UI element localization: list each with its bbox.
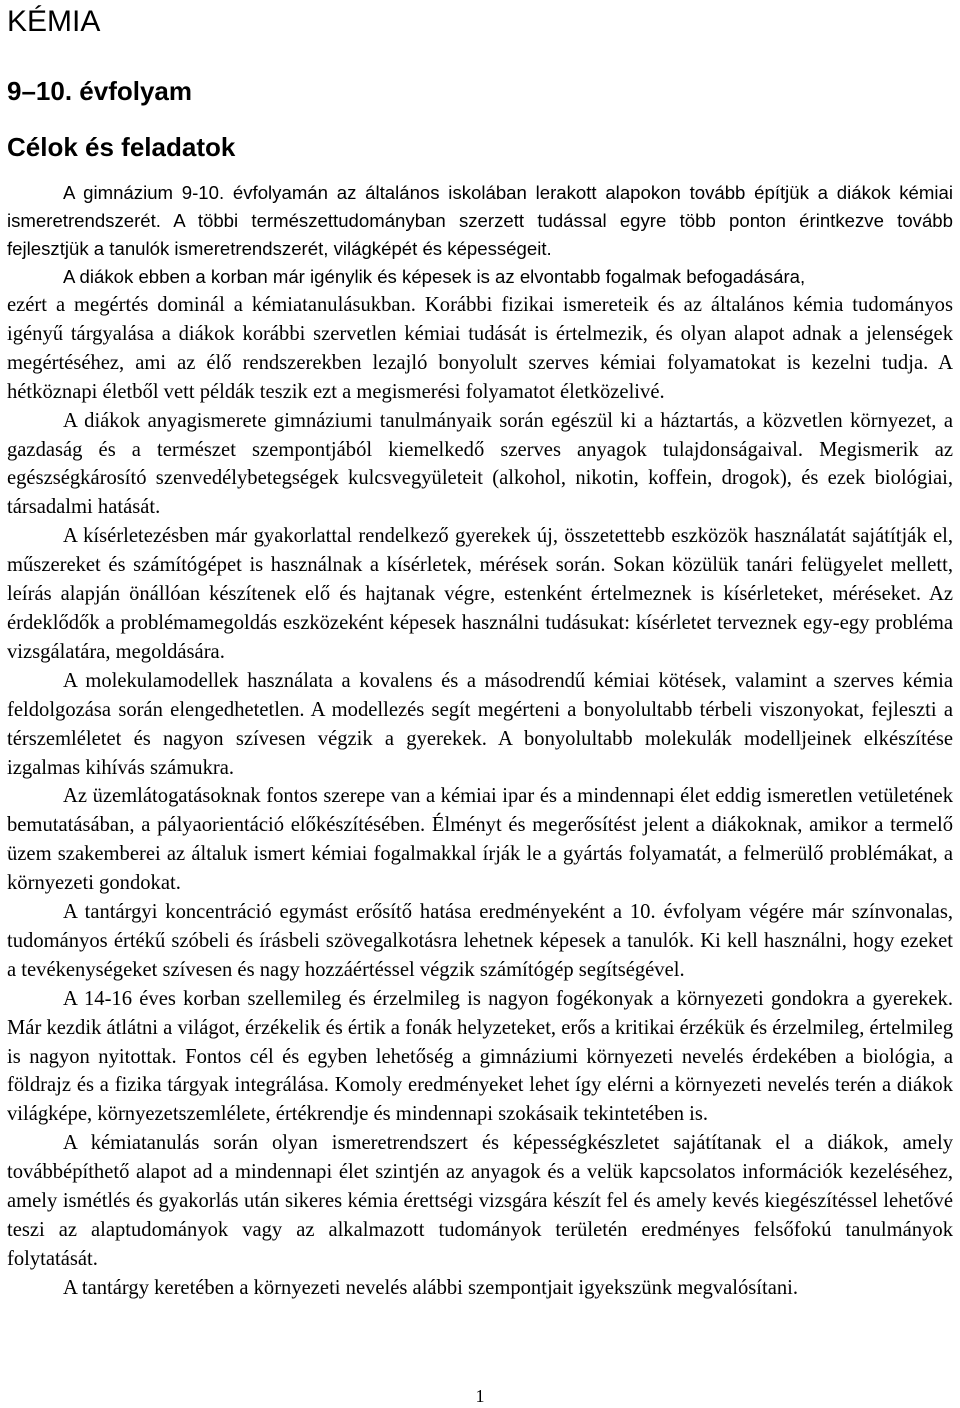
body-text: [7, 291, 953, 1303]
section-heading: Célok és feladatok: [7, 132, 236, 162]
body-paragraph: A 14-16 éves korban szellemileg és érzelmileg is nagyon fogékonyak a környezeti gondokra a gyerekek. Már kezdik átlátni a világot, érzékelik és értik a fonák helyzeteket, erős a kritikai érzékük és érzelmileg, értelmileg is nagyon nyitottak. Fontos cél és egyben lehetőség a gimnáziumi környezeti nevelés érdekében a biológia, a földrajz és a fizika tárgyak integrálása. Komoly eredményeket lehet így elérni a környezeti nevelés terén a diákok világképe, környezetszemlélete, értékrendje és mindennapi szokásaik tekintetében is.: [7, 987, 953, 1126]
body-paragraph: A tantárgy keretében a környezeti nevelés alábbi szempontjait igyekszünk megvalósítani.: [63, 1276, 799, 1299]
body-paragraph: A diákok anyagismerete gimnáziumi tanulmányaik során egészül ki a háztartás, a közvetlen környezet, a gazdaság és a természet szempontjából kiemelkedő szerves anyagok tulajdonságaival. Megismerik az egészségkárosító szenvedélybetegségek kulcsvegyületeit (alkohol, nikotin, koffein, drogok), és ezek biológiai, társadalmi hatását.: [7, 409, 953, 519]
grade-heading: 9–10. évfolyam: [7, 76, 193, 106]
page-number: 1: [475, 1386, 485, 1406]
body-paragraph: ezért a megértés dominál a kémiatanulásukban. Korábbi fizikai ismereteik és az általános kémia tudományos igényű tárgyalása a diákok korábbi szervetlen kémiai tudását is értelmezik, és olyan alapot adnak a jelenségek megértéséhez, ami az élő rendszerekben lezajló bonyolult szerves kémiai folyamatokat is kezelni tudja. A hétköznapi életből vett példák teszik ezt a megismerési folyamatot életközelivé.: [7, 294, 953, 403]
body-paragraph: A kémiatanulás során olyan ismeretrendszert és képességkészletet sajátítanak el a diákok, amely továbbépíthető alapot ad a mindennapi élet szintjén az anyagok és a velük kapcsolatos információk kezeléséhez, amely ismétlés és gyakorlás után sikeres kémia érettségi vizsgára készít fel és amely kevés kiegészítéssel lehetővé teszi az alaptudományok vagy az alkalmazott tudományok területén eredményes felsőfokú tanulmányok folytatását.: [7, 1132, 953, 1270]
intro-text: [7, 179, 953, 291]
body-paragraph: A kísérletezésben már gyakorlattal rendelkező gyerekek új, összetettebb eszközök használatát sajátítják el, műszereket és számítógépet is használnak a kísérletek, mérések során. Sokan közülük tanári felügyelet mellett, leírás alapján önállóan készítenek elő és hajtanak végre, estenként értelmeznek is kísérleteket, méréseket. Az érdeklődők a problémamegoldás eszközeként képesek használni tudásukat: kísérletet terveznek egy-egy probléma vizsgálatára, megoldására.: [7, 525, 953, 663]
intro-paragraph: A diákok ebben a korban már igénylik és képesek is az elvontabb fogalmak befogadására,: [63, 266, 806, 287]
body-paragraph: A tantárgyi koncentráció egymást erősítő hatása eredményeként a 10. évfolyam végére már színvonalas, tudományos értékű szóbeli és írásbeli szövegalkotásra lehetnek képesek a tanulók. Ki kell használni, hogy ezeket a tevékenységeket szívesen és nagy hozzáértéssel végzik számítógép segítségével.: [7, 901, 953, 981]
intro-paragraph: A gimnázium 9-10. évfolyamán az általános iskolában lerakott alapokon tovább építjük a diákok kémiai ismeretrendszerét. A többi természettudományban szerzett tudással egyre több ponton érintkezve tovább fejlesztjük a tanulók ismeretrendszerét, világképét és képességeit.: [7, 182, 953, 259]
document-title: KÉMIA: [7, 5, 101, 38]
body-paragraph: A molekulamodellek használata a kovalens és a másodrendű kémiai kötések, valamint a szerves kémia feldolgozása során elengedhetetlen. A modellezés segít megérteni a bonyolultabb térbeli viszonyokat, fejleszti a térszemléletet és nagyon szívesen végzik a gyerekek. A bonyolultabb molekulák modelljeinek elkészítése izgalmas kihívás számukra.: [7, 669, 953, 779]
body-paragraph: Az üzemlátogatásoknak fontos szerepe van a kémiai ipar és a mindennapi élet eddig ismeretlen vetületének bemutatásában, a pályaorientáció előkészítésében. Élményt és megerősítést jelent a diákoknak, amikor a termelő üzem szakemberei az általuk ismert kémiai fogalmakkal írják le a gyártás folyamatát, a felmerülő problémákat, a környezeti gondokat.: [7, 785, 953, 895]
